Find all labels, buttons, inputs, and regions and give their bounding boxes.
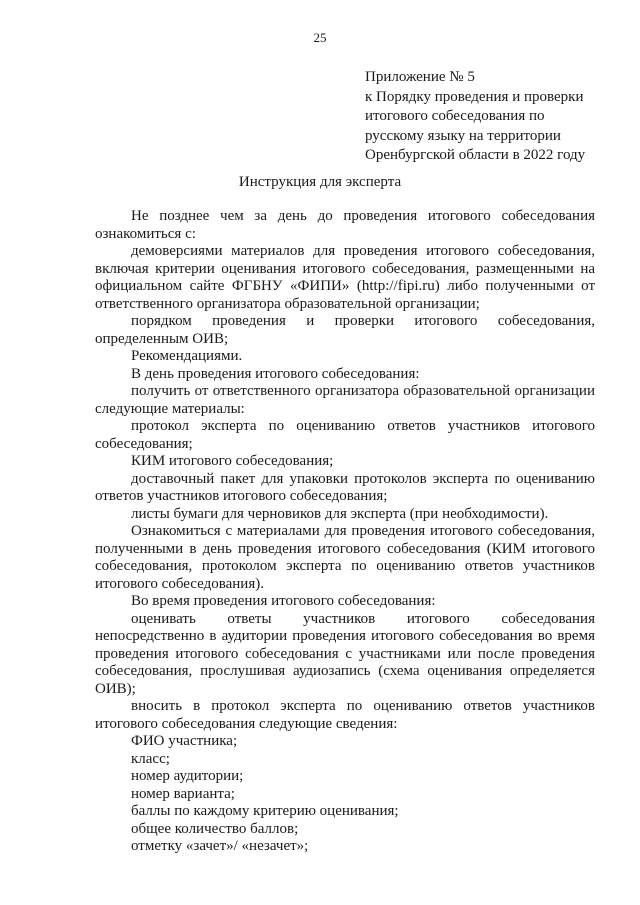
list-item: общее количество баллов; — [131, 820, 299, 837]
paragraph: доставочный пакет для упаковки протоколов эксперта по оцениванию ответов участников итогового собеседования; — [95, 470, 595, 504]
paragraph: вносить в протокол эксперта по оцениванию ответов участников итогового собеседования следующие сведения: — [95, 698, 595, 732]
list-item: ФИО участника; — [131, 733, 238, 749]
paragraph: Ознакомиться с материалами для проведения итогового собеседования, полученными в день проведения итогового собеседования (КИМ итогового собеседования, протоколом эксперта по оцениванию ответов участников итогового собеседования). — [95, 523, 595, 592]
paragraph: В день проведения итогового собеседования: — [131, 365, 420, 382]
paragraph: получить от ответственного организатора образовательной организации следующие материалы: — [95, 383, 595, 417]
document-title: Инструкция для эксперта — [238, 174, 402, 190]
paragraph: Не позднее чем за день до проведения итогового собеседования ознакомиться с: — [95, 208, 595, 242]
list-item: номер аудитории; — [131, 768, 244, 784]
list-item: класс; — [131, 750, 170, 767]
paragraph: листы бумаги для черновиков для эксперта (при необходимости). — [131, 505, 549, 522]
paragraph: КИМ итогового собеседования; — [131, 453, 334, 469]
appendix-line: Оренбургской области в 2022 году — [365, 147, 586, 163]
appendix-line: Приложение № 5 — [365, 69, 475, 85]
paragraph: протокол эксперта по оцениванию ответов участников итогового собеседования; — [95, 418, 595, 452]
paragraph: Рекомендациями. — [131, 348, 243, 364]
paragraph: демоверсиями материалов для проведения итогового собеседования, включая критерии оценивания итогового собеседования, размещенными на официальном сайте ФГБНУ «ФИПИ» (http://fipi.ru) либо полученными от ответственного организатора образовательной организации; — [95, 243, 595, 312]
appendix-line: итогового собеседования по — [365, 108, 545, 124]
appendix-header — [365, 68, 625, 166]
paragraph: оценивать ответы участников итогового собеседования непосредственно в аудитории проведения итогового собеседования во время проведения итогового собеседования с участниками или после проведения собеседования, прослушивая аудиозапись (схема оценивания определяется ОИВ); — [95, 610, 595, 697]
list-item: отметку «зачет»/ «незачет»; — [131, 838, 309, 854]
document-body — [95, 208, 595, 856]
appendix-line: к Порядку проведения и проверки — [365, 88, 584, 105]
paragraph: порядком проведения и проверки итогового собеседования, определенным ОИВ; — [95, 313, 595, 347]
paragraph: Во время проведения итогового собеседования: — [131, 593, 436, 609]
list-item: номер варианта; — [131, 785, 235, 802]
page-number: 25 — [313, 30, 327, 45]
list-item: баллы по каждому критерию оценивания; — [131, 803, 399, 819]
appendix-line: русскому языку на территории — [365, 127, 561, 144]
